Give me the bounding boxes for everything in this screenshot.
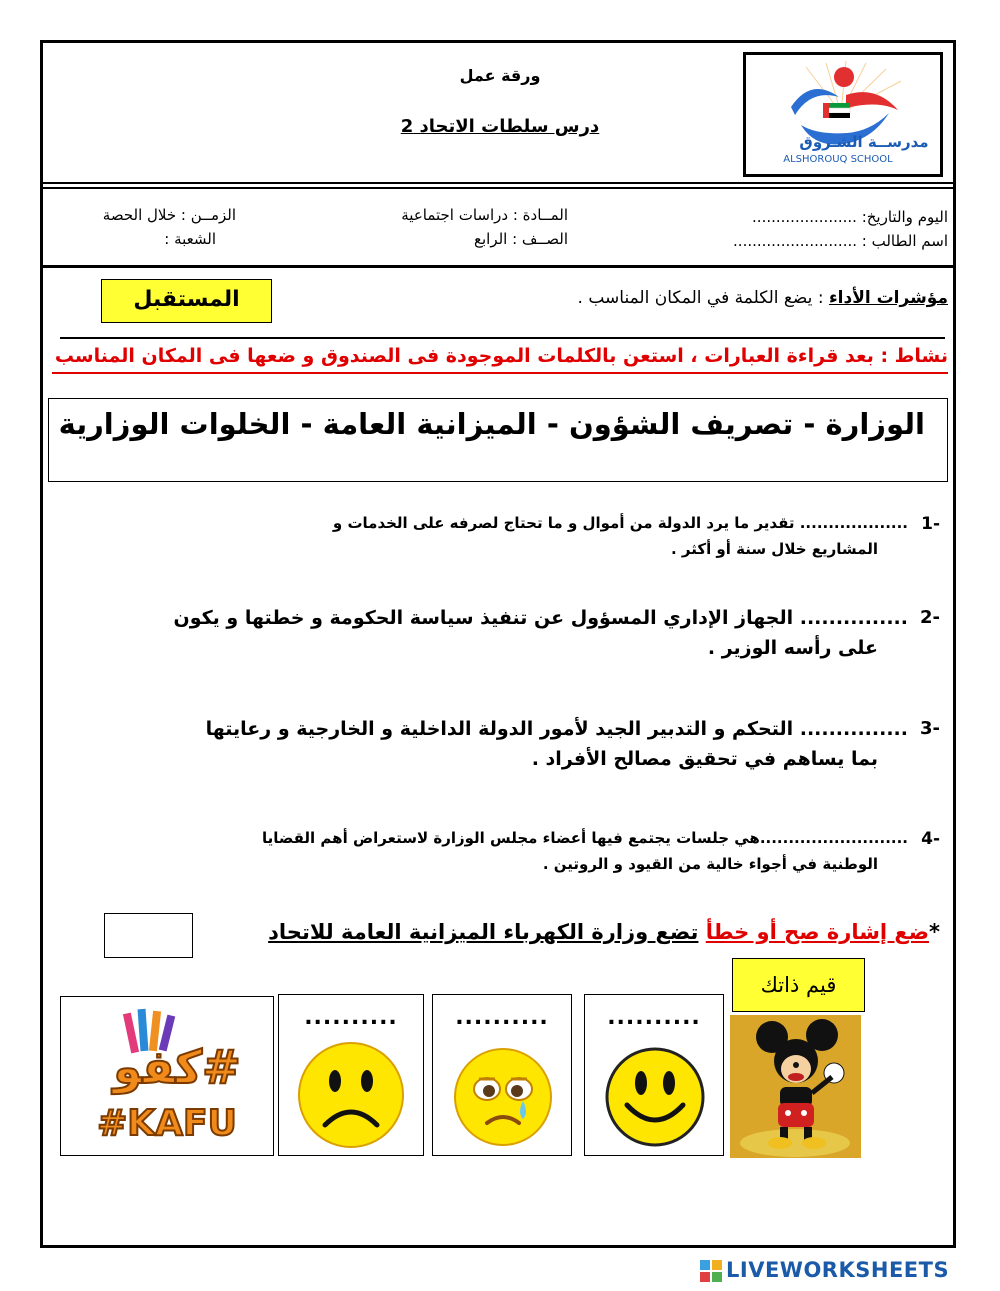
info-divider [43,265,953,268]
liveworksheets-text: LIVEWORKSHEETS [726,1258,950,1282]
date-field: اليوم والتاريخ: ...................... [752,208,948,226]
self-evaluation-label: قيم ذاتك [732,958,865,1012]
logo-arabic-name: مدرســة الشـروق [799,133,929,151]
star-marker: * [929,920,940,944]
question-text-continued: على رأسه الوزير . [707,637,878,659]
question-1 [80,514,940,558]
word-bank [48,398,948,482]
question-4 [80,829,940,873]
true-false-statement: تضع وزارة الكهرباء الميزانية العامة للاتحاد [268,920,699,944]
question-text: ................... تقدير ما يرد الدولة من أموال و ما تحتاج لصرفه على الخدمات و [332,514,908,532]
question-text: ............... التحكم و التدبير الجيد لأمور الدولة الداخلية و الخارجية و رعايتها [205,718,908,740]
answer-blank[interactable]: .......... [304,1005,398,1030]
activity-instruction: نشاط : بعد قراءة العبارات ، استعن بالكلمات الموجودة فى الصندوق و ضعها فى المكان المناسب [54,345,948,367]
subject-label: المــادة : دراسات اجتماعية [401,206,568,224]
sad-face-icon [295,1039,407,1151]
crying-face-icon [451,1045,555,1149]
indicators-divider [60,337,945,339]
mickey-image [730,1015,861,1158]
question-number: -1 [921,514,940,534]
crying-face-card[interactable] [432,994,572,1156]
question-text: ..........................هي جلسات يجتمع فيها أعضاء مجلس الوزارة لاستعراض أهم القضايا [261,829,908,847]
school-logo [743,52,943,177]
word-bank-text: الوزارة - تصريف الشؤون - الميزانية العامة - الخلوات الوزارية [58,407,925,441]
time-label: الزمــن : خلال الحصة [102,206,236,224]
happy-face-card[interactable] [584,994,724,1156]
lesson-title: درس سلطات الاتحاد 2 [400,116,600,137]
liveworksheets-logo-icon [700,1260,722,1282]
true-false-instruction: ضع إشارة صح أو خطأ [705,920,930,944]
answer-blank[interactable]: .......... [455,1005,549,1030]
grade-label: الصــف : الرابع [474,230,568,248]
header-divider [43,182,953,184]
question-text-continued: بما يساهم في تحقيق مصالح الأفراد . [531,748,878,770]
kafu-arabic: #كفو [113,1040,241,1094]
section-label: الشعبة : [164,230,216,248]
question-text-continued: الوطنية في أجواء خالية من القيود و الروتين . [542,855,878,873]
kafu-card[interactable] [60,996,274,1156]
kafu-badge-icon [67,1003,267,1149]
happy-face-icon [603,1045,707,1149]
answer-blank[interactable]: .......... [607,1005,701,1030]
question-3 [80,718,940,770]
indicators-label: مؤشرات الأداء [828,288,948,308]
question-2 [80,607,940,659]
logo-english-name: ALSHOROUQ SCHOOL [783,154,893,165]
worksheet-title: ورقة عمل [459,66,541,85]
indicators-text: : يضع الكلمة في المكان المناسب . [577,288,824,308]
sad-face-card[interactable] [278,994,424,1156]
question-number: -3 [919,718,940,739]
future-highlight: المستقبل [101,279,272,323]
header-divider-2 [43,187,953,189]
true-false-question [268,920,940,944]
performance-indicators [578,288,948,308]
question-number: -2 [919,607,940,628]
student-name-field: اسم الطالب : .......................... [733,232,948,250]
question-text-continued: المشاريع خلال سنة أو أكثر . [670,540,878,558]
true-false-answer-box[interactable] [104,913,193,958]
activity-underline [52,372,948,374]
question-text: ............... الجهاز الإداري المسؤول عن تنفيذ سياسة الحكومة و خطتها و يكون [173,607,908,629]
kafu-english: #KAFU [97,1103,237,1144]
question-number: -4 [921,829,940,849]
